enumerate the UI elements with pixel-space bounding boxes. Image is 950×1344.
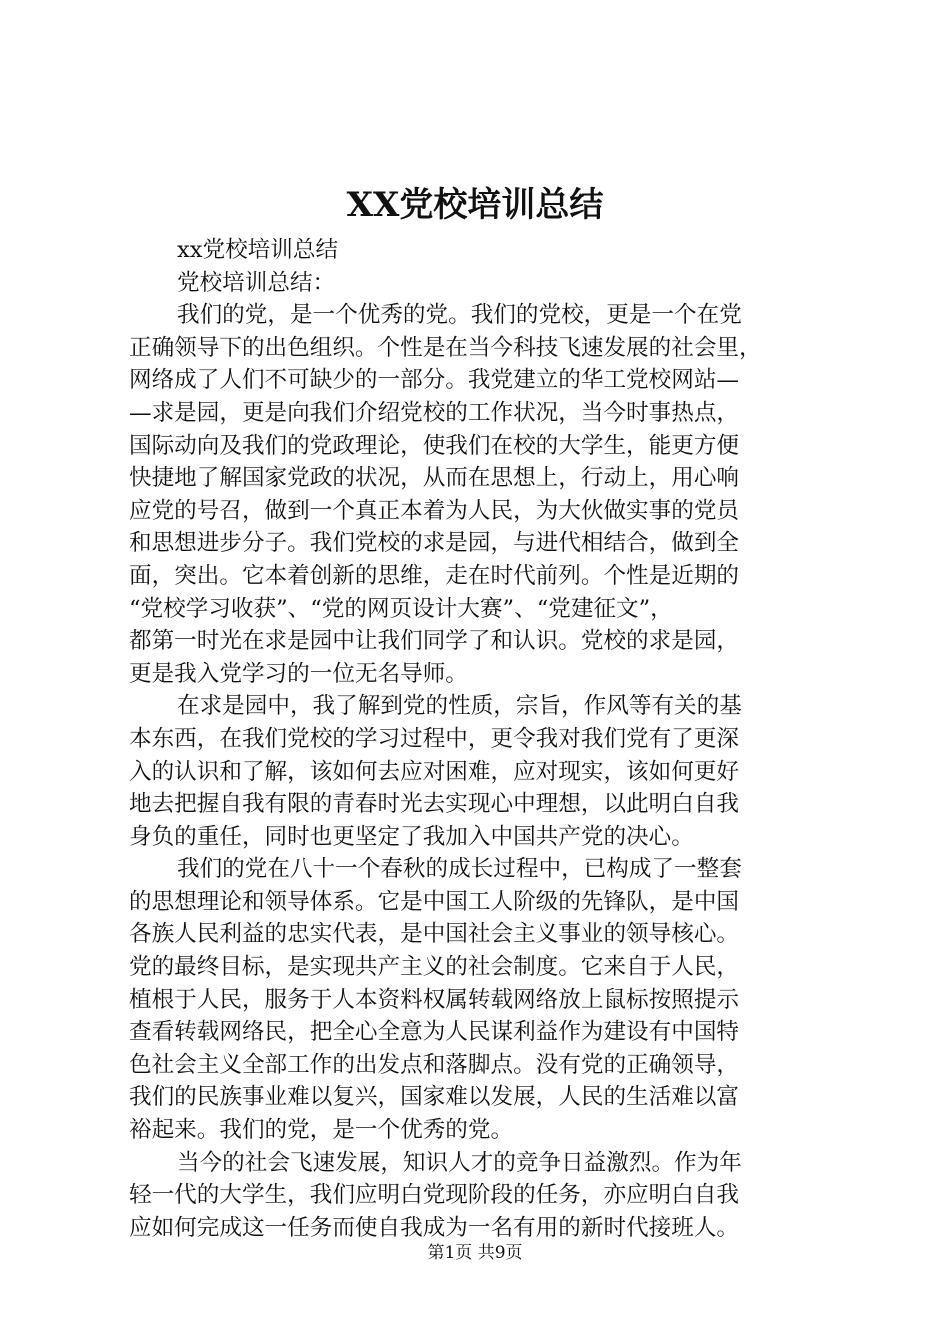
text-line: 色社会主义全部工作的出发点和落脚点。没有党的正确领导， [129, 1051, 740, 1078]
page-footer: 第1页 共9页 [427, 1243, 523, 1263]
text-line: 查看转载网络民，把全心全意为人民谋利益作为建设有中国特 [129, 1019, 740, 1046]
text-line: 本东西，在我们党校的学习过程中，更令我对我们党有了更深 [129, 725, 740, 752]
text-line: 我们的民族事业难以复兴，国家难以发展，人民的生活难以富 [129, 1084, 740, 1111]
text-line: 轻一代的大学生，我们应明白党现阶段的任务，亦应明白自我 [129, 1182, 740, 1209]
text-line: 面，突出。它本着创新的思维，走在时代前列。个性是近期的 [129, 562, 740, 589]
text-line: 党的最终目标，是实现共产主义的社会制度。它来自于人民， [129, 954, 740, 981]
text-line: 身负的重任，同时也更坚定了我加入中国共产党的决心。 [129, 823, 694, 850]
document-body [129, 234, 833, 1244]
text-line: 地去把握自我有限的青春时光去实现心中理想，以此明白自我 [129, 791, 740, 818]
text-line: “党校学习收获”、“党的网页设计大赛”、“党建征文”， [129, 595, 673, 622]
text-line: 我们的党，是一个优秀的党。我们的党校，更是一个在党 [177, 302, 742, 329]
text-line: 入的认识和了解，该如何去应对困难，应对现实，该如何更好 [129, 758, 740, 785]
text-line: —求是园，更是向我们介绍党校的工作状况，当今时事热点， [129, 399, 740, 426]
text-line: 的思想理论和领导体系。它是中国工人阶级的先锋队，是中国 [129, 888, 740, 915]
text-line: 都第一时光在求是园中让我们同学了和认识。党校的求是园， [129, 628, 740, 655]
text-line: 网络成了人们不可缺少的一部分。我党建立的华工党校网站— [129, 367, 740, 394]
text-line: 党校培训总结： [177, 269, 336, 296]
text-line: 和思想进步分子。我们党校的求是园，与进代相结合，做到全 [129, 530, 740, 557]
text-line: 裕起来。我们的党，是一个优秀的党。 [129, 1117, 514, 1144]
text-line: 国际动向及我们的党政理论，使我们在校的大学生，能更方便 [129, 432, 740, 459]
text-line: 我们的党在八十一个春秋的成长过程中，已构成了一整套 [177, 856, 742, 883]
text-line: xx党校培训总结 [177, 237, 339, 263]
text-line: 更是我入党学习的一位无名导师。 [129, 660, 468, 687]
text-line: 正确领导下的出色组织。个性是在当今科技飞速发展的社会里， [129, 334, 762, 361]
text-line: 当今的社会飞速发展，知识人才的竞争日益激烈。作为年 [177, 1149, 742, 1176]
document-title: XX党校培训总结 [346, 185, 604, 225]
text-line: 应党的号召，做到一个真正本着为人民，为大伙做实事的党员 [129, 497, 740, 524]
text-line: 快捷地了解国家党政的状况，从而在思想上，行动上，用心响 [129, 465, 740, 492]
text-line: 植根于人民，服务于人本资料权属转载网络放上鼠标按照提示 [129, 986, 740, 1013]
text-line: 应如何完成这一任务而使自我成为一名有用的新时代接班人。 [129, 1214, 740, 1241]
text-line: 各族人民利益的忠实代表，是中国社会主义事业的领导核心。 [129, 921, 740, 948]
text-line: 在求是园中，我了解到党的性质，宗旨，作风等有关的基 [177, 693, 742, 720]
